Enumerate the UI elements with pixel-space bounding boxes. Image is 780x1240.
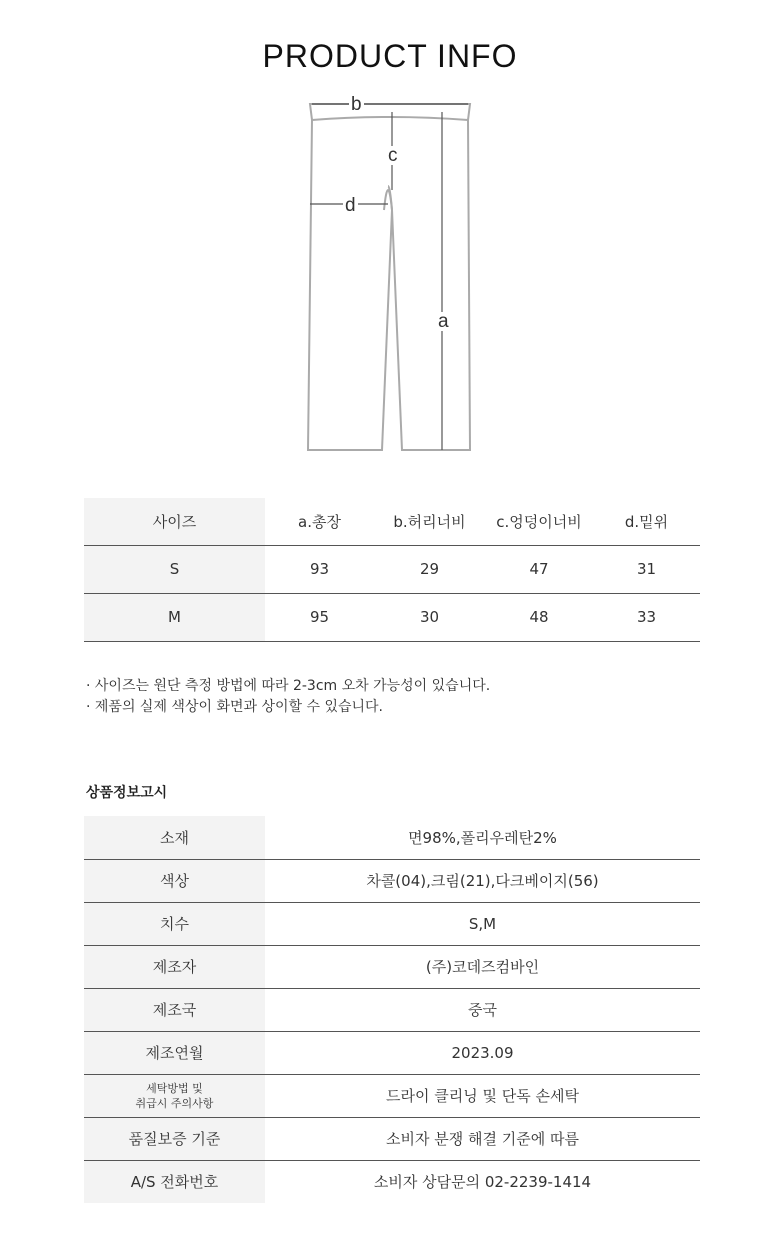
header-length: a.총장: [265, 498, 374, 545]
table-row: [84, 1031, 700, 1074]
size-cell: M: [84, 593, 265, 641]
note-item: · 제품의 실제 색상이 화면과 상이할 수 있습니다.: [86, 699, 384, 715]
info-value: 소비자 상담문의 02-2239-1414: [373, 1173, 592, 1192]
table-row: [84, 902, 700, 945]
table-row: [84, 816, 700, 859]
table-row: [84, 859, 700, 902]
label-d: d: [345, 195, 356, 216]
info-key: 품질보증 기준: [84, 1117, 265, 1160]
label-b: b: [351, 94, 362, 115]
info-value: 차콜(04),크림(21),다크베이지(56): [265, 859, 700, 902]
size-table-header: [84, 498, 700, 545]
info-value: 면98%,폴리우레탄2%: [265, 816, 700, 859]
table-row: [84, 1074, 700, 1117]
table-row: [84, 1160, 700, 1203]
info-key: [84, 1074, 265, 1117]
header-size: 사이즈: [84, 498, 265, 545]
info-key-line: 세탁방법 및: [146, 1081, 203, 1095]
size-cell: S: [84, 545, 265, 593]
table-row: [84, 945, 700, 988]
table-row: [84, 1117, 700, 1160]
table-row: [84, 988, 700, 1031]
waist-cell: 30: [374, 593, 485, 641]
label-a: a: [438, 311, 449, 332]
hip-cell: 47: [485, 545, 593, 593]
header-waist: b.허리너비: [374, 498, 485, 545]
info-key: 소재: [84, 816, 265, 859]
info-value: S,M: [265, 902, 700, 945]
rise-cell: 33: [593, 593, 700, 641]
size-notes: [86, 676, 490, 718]
info-value: (주)코데즈컴바인: [265, 945, 700, 988]
info-value: 중국: [265, 988, 700, 1031]
info-key: 색상: [84, 859, 265, 902]
pants-diagram: [290, 90, 490, 460]
label-c: c: [388, 145, 398, 166]
info-key: A/S 전화번호: [84, 1160, 265, 1203]
info-key: 제조자: [84, 945, 265, 988]
table-row: [84, 545, 700, 593]
info-key-line: 취급시 주의사항: [135, 1096, 214, 1110]
table-row: [84, 593, 700, 641]
rise-cell: 31: [593, 545, 700, 593]
page-title: PRODUCT INFO: [262, 38, 518, 74]
info-value: 2023.09: [265, 1031, 700, 1074]
info-key: 치수: [84, 902, 265, 945]
info-section-title: 상품정보고시: [86, 785, 168, 801]
header-hip: c.엉덩이너비: [485, 498, 593, 545]
info-key: 제조국: [84, 988, 265, 1031]
length-cell: 95: [265, 593, 374, 641]
hip-cell: 48: [485, 593, 593, 641]
length-cell: 93: [265, 545, 374, 593]
waist-cell: 29: [374, 545, 485, 593]
product-info-table: [84, 816, 700, 1203]
size-table: [84, 498, 700, 642]
info-value: 드라이 클리닝 및 단독 손세탁: [265, 1074, 700, 1117]
header-rise: d.밑위: [593, 498, 700, 545]
info-key: 제조연월: [84, 1031, 265, 1074]
info-value: 소비자 분쟁 해결 기준에 따름: [265, 1117, 700, 1160]
note-item: · 사이즈는 원단 측정 방법에 따라 2-3cm 오차 가능성이 있습니다.: [86, 678, 491, 694]
